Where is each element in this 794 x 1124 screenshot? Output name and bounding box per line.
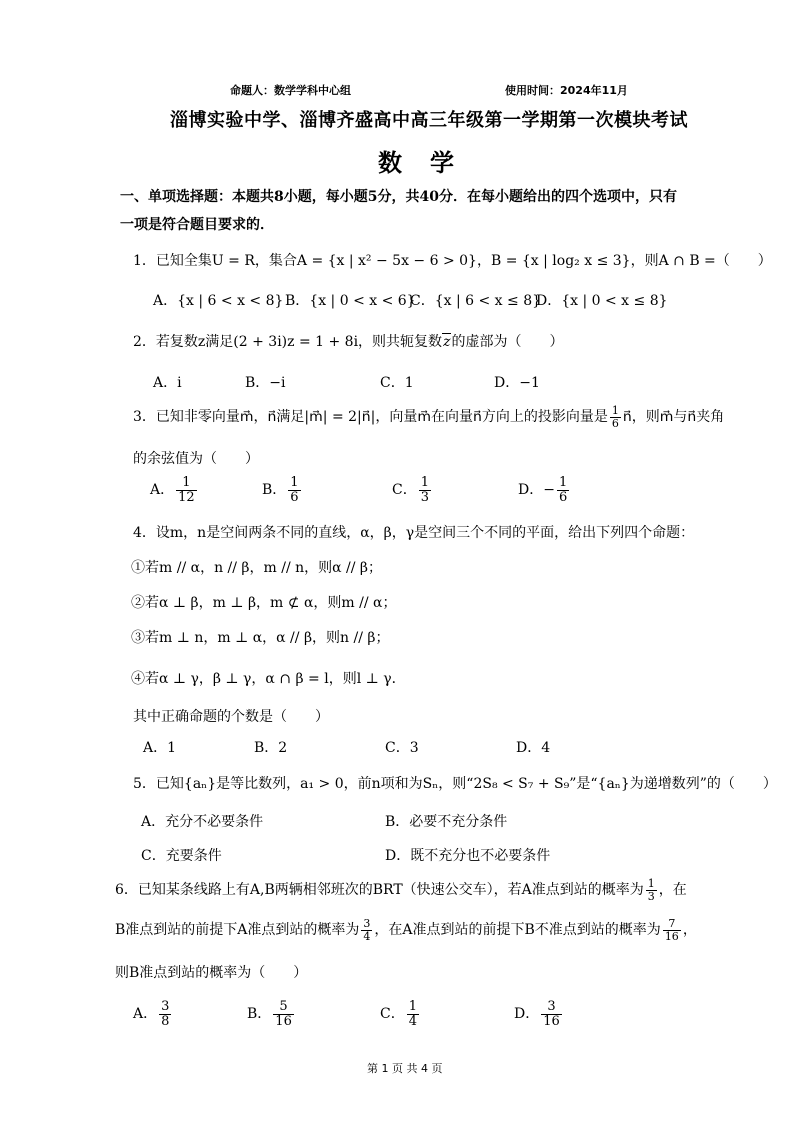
question-5-option-a: A．充分不必要条件 (141, 814, 264, 830)
question-1-option-b: B．{x | 0 < x < 6} (285, 293, 416, 309)
question-1-stem: 1．已知全集U = R，集合A = {x | x² − 5x − 6 > 0}，B = {x | log₂ x ≤ 3}，则A ∩ B =（ ） (133, 253, 772, 269)
question-6-line3: 则B准点到站的概率为（ ） (115, 965, 308, 981)
section-instructions-line1: 一、单项选择题：本题共8小题，每小题5分，共40分．在每小题给出的四个选项中，只有 (120, 189, 677, 205)
question-4-option-b: B．2 (254, 740, 288, 756)
question-4-ask: 其中正确命题的个数是（ ） (133, 709, 329, 725)
question-3-option-c: C． $\frac{1}{3}$ (392, 475, 429, 505)
question-4-option-a: A．1 (143, 740, 177, 756)
question-2-stem-b: 的虚部为（ ） (451, 334, 564, 350)
question-6-option-a: A． $\frac{3}{8}$ (133, 999, 170, 1029)
question-3-stem-line2: 的余弦值为（ ） (133, 451, 259, 467)
question-4-prop-3: ③若m ⊥ n，m ⊥ α，α // β，则n // β； (131, 630, 390, 646)
question-4-prop-1: ①若m // α，n // β，m // n，则α // β； (131, 560, 383, 576)
question-6-option-b: B． $\frac{5}{16}$ (247, 999, 292, 1029)
question-3-stem-b: n⃗，则m⃗与n⃗夹角 (622, 409, 725, 426)
question-5-option-c: C．充要条件 (141, 848, 222, 864)
question-2-option-b: B．−i (245, 375, 286, 391)
exam-author: 命题人：数学学科中心组 (230, 84, 351, 97)
question-1-option-c: C．{x | 6 < x ≤ 8} (410, 293, 542, 309)
page-number: 第 1 页 共 4 页 (367, 1062, 443, 1075)
question-3-stem-line1 (133, 405, 724, 429)
prob-a-fraction: $\frac{1}{3}$ (647, 877, 655, 903)
question-1-option-a: A．{x | 6 < x < 8} (153, 293, 284, 309)
projection-fraction-num: 1 (611, 404, 619, 417)
question-3-stem-a: 3．已知非零向量m⃗，n⃗满足|m⃗| = 2|n⃗|，向量m⃗在向量n⃗方向上的投影向量是 (133, 409, 608, 426)
question-4-prop-4: ④若α ⊥ γ，β ⊥ γ，α ∩ β = l，则l ⊥ γ． (131, 671, 406, 687)
question-2-option-c: C．1 (380, 375, 414, 391)
question-6-line2: B准点到站的前提下A准点到站的概率为 $\frac{3}{4}$ ，在A准点到站的前提下B不准点到站的概率为 $\frac{7}{16}$ ， (115, 917, 697, 943)
question-3-option-a: A． $\frac{1}{12}$ (150, 475, 195, 505)
section-instructions-line2: 一项是符合题目要求的． (120, 217, 274, 233)
question-5-option-b: B．必要不充分条件 (385, 814, 508, 830)
projection-fraction-den: 6 (611, 416, 619, 430)
question-2-stem (133, 331, 563, 351)
conjugate-z: z (443, 334, 451, 350)
question-4-stem: 4．设m，n是空间两条不同的直线，α，β，γ是空间三个不同的平面，给出下列四个命题： (133, 525, 695, 541)
prob-not-b-given-a-fraction: $\frac{7}{16}$ (664, 917, 679, 943)
question-4-option-d: D．4 (516, 740, 551, 756)
question-4-prop-2: ②若α ⊥ β，m ⊥ β，m ⊄ α，则m // α； (131, 595, 397, 611)
question-2-option-a: A．i (153, 375, 182, 391)
projection-fraction (610, 405, 621, 429)
exam-date: 使用时间：2024年11月 (505, 84, 628, 97)
prob-a-given-b-fraction: $\frac{3}{4}$ (363, 917, 371, 943)
question-6-option-d: D． $\frac{3}{16}$ (514, 999, 560, 1029)
exam-title: 淄博实验中学、淄博齐盛高中高三年级第一学期第一次模块考试 (170, 110, 688, 131)
question-3-option-b: B． $\frac{1}{6}$ (262, 475, 299, 505)
question-2-option-d: D．−1 (494, 375, 540, 391)
subject-title: 数学 (378, 148, 482, 177)
question-6-option-c: C． $\frac{1}{4}$ (380, 999, 417, 1029)
question-3-option-d: D．− $\frac{1}{6}$ (518, 475, 568, 505)
question-5-option-d: D．既不充分也不必要条件 (385, 848, 551, 864)
question-2-stem-a: 2．若复数z满足(2 + 3i)z = 1 + 8i，则共轭复数 (133, 334, 443, 350)
question-6-line1: 6．已知某条线路上有A,B两辆相邻班次的BRT（快速公交车），若A准点到站的概率为 $\frac{1}{3}$ ，在 (115, 877, 687, 903)
question-4-option-c: C．3 (385, 740, 419, 756)
question-1-option-d: D．{x | 0 < x ≤ 8} (536, 293, 668, 309)
question-5-stem: 5．已知{aₙ}是等比数列，a₁ > 0，前n项和为Sₙ，则“2S₈ < S₇ + S₉”是“{aₙ}为递增数列”的（ ） (133, 776, 777, 792)
